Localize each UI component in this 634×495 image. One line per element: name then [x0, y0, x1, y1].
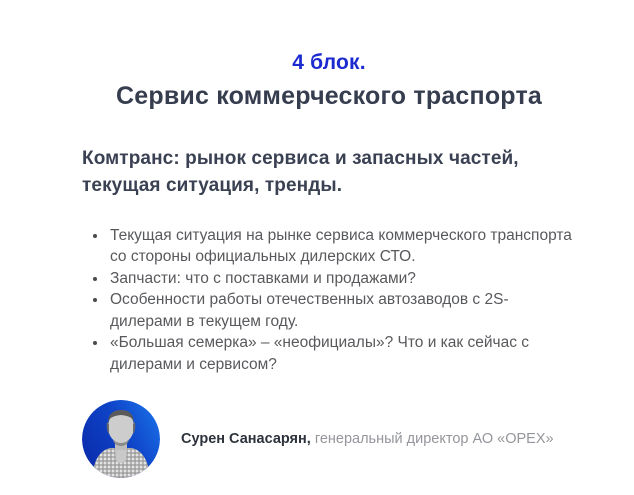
speaker-role: генеральный директор АО «ОРЕХ» [314, 430, 554, 447]
page-title: Сервис коммерческого траспорта [115, 82, 542, 111]
person-photo-icon [82, 400, 160, 478]
bullet-item: • «Большая семерка» – «неофициалы»? Что и как сейчас с дилерами и сервисом? [108, 332, 576, 375]
bullet-item: • Особенности работы отечественных автозаводов с 2S-дилерами в текущем году. [108, 289, 576, 332]
title-block [82, 50, 576, 113]
bullet-item: • Запчасти: что с поставками и продажами? [108, 268, 576, 290]
speaker-row [82, 400, 576, 478]
speaker-text [181, 430, 554, 450]
bullet-list [82, 225, 576, 376]
bullet-item: • Текущая ситуация на рынке сервиса коммерческого транспорта со стороны официальных дилерских СТО. [108, 225, 576, 268]
speaker-name: Сурен Санасарян, [181, 430, 311, 447]
section-subtitle: Комтранс: рынок сервиса и запасных частей, текущая ситуация, тренды. [82, 147, 519, 197]
block-label: 4 блок. [292, 51, 366, 74]
